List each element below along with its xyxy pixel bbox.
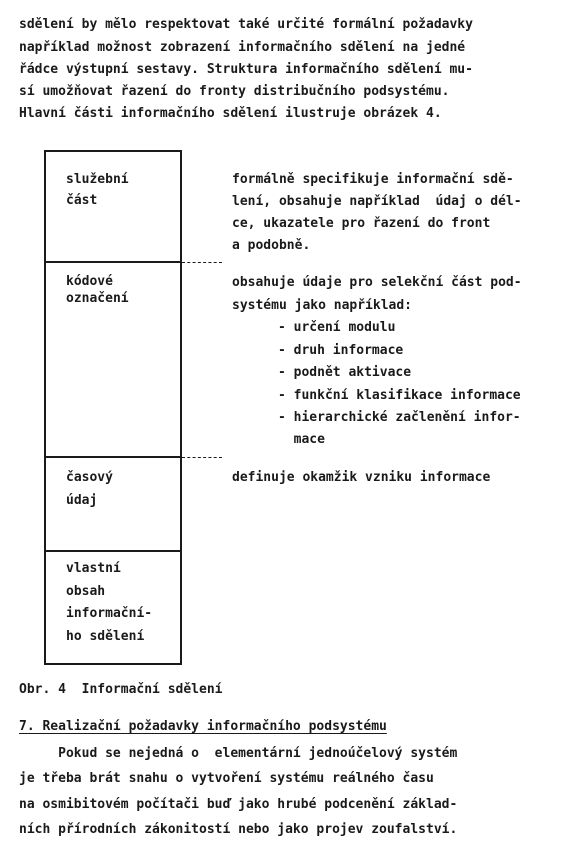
box-separator [44,456,182,458]
paragraph-line: je třeba brát snahu o vytvoření systému reálného času [19,771,434,786]
list-item: - druh informace [278,343,404,358]
intro-line: sí umožňovat řazení do fronty distribučního podsystému. [19,84,450,99]
box-separator [44,550,182,552]
part-label: časový [66,470,113,485]
part-description: obsahuje údaje pro selekční část pod- [232,275,522,290]
part-label: údaj [66,493,98,508]
list-item: - podnět aktivace [278,365,412,380]
part-label: informační- [66,606,153,621]
paragraph-line: ních přírodních zákonitostí nebo jako projev zoufalství. [19,822,458,837]
part-label: ho sdělení [66,629,145,644]
list-item: mace [278,432,325,447]
part-label: vlastní [66,561,121,576]
intro-line: řádce výstupní sestavy. Struktura informačního sdělení mu- [19,62,473,77]
part-label: obsah [66,584,106,599]
part-label: služební [66,172,129,187]
part-label: část [66,193,98,208]
box-bottom-border [44,663,182,665]
intro-line: například možnost zobrazení informačního sdělení na jedné [19,40,466,55]
paragraph-line: Pokud se nejedná o elementární jednoúčelový systém [19,746,458,761]
part-description: lení, obsahuje například údaj o dél- [232,194,522,209]
part-description: a podobně. [232,238,311,253]
figure-caption: Obr. 4 Informační sdělení [19,682,223,697]
intro-line: Hlavní části informačního sdělení ilustruje obrázek 4. [19,106,442,121]
intro-line: sdělení by mělo respektovat také určité formální požadavky [19,17,473,32]
part-description: formálně specifikuje informační sdě- [232,172,514,187]
dashed-connector [182,457,222,458]
box-separator [44,261,182,263]
list-item: - určení modulu [278,320,396,335]
part-label: označení [66,291,129,306]
section-heading: 7. Realizační požadavky informačního podsystému [19,719,387,734]
list-item: - hierarchické začlenění infor- [278,410,521,425]
part-description: definuje okamžik vzniku informace [232,470,491,485]
paragraph-line: na osmibitovém počítači buď jako hrubé podcenění základ- [19,797,458,812]
list-item: - funkční klasifikace informace [278,388,521,403]
dashed-connector [182,262,222,263]
structure-box [44,151,182,664]
part-description: ce, ukazatele pro řazení do front [232,216,491,231]
box-top-border [44,150,182,152]
part-description: systému jako například: [232,298,413,313]
part-label: kódové [66,274,113,289]
